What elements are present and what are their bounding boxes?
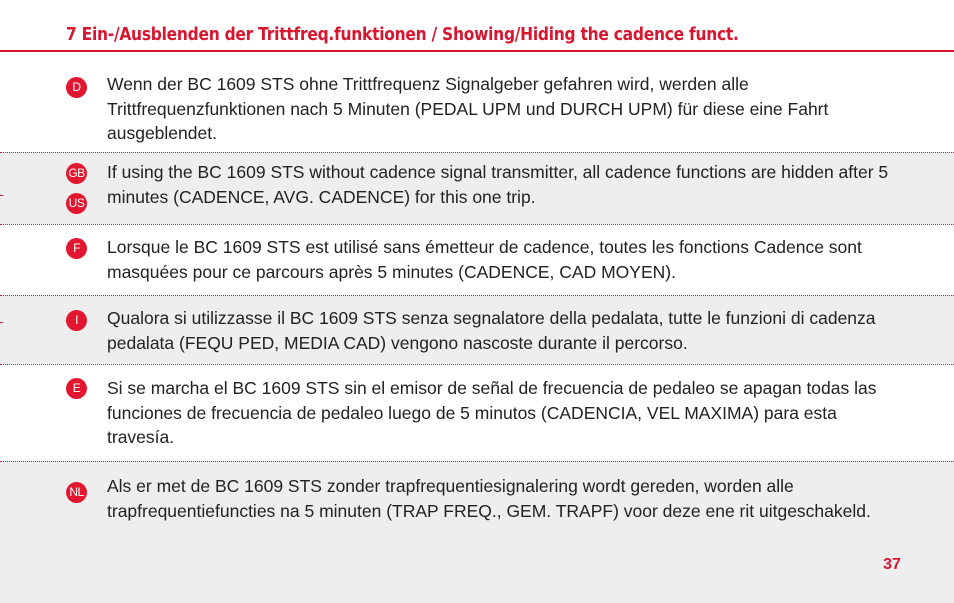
paragraph-fr: Lorsque le BC 1609 STS est utilisé sans émetteur de cadence, toutes les fonctions Cadence sont masquées pour ce parcours après 5 minutes (CADENCE, CAD MOYEN).	[107, 237, 862, 282]
margin-mark	[0, 322, 3, 323]
section-divider	[0, 364, 954, 365]
paragraph-es: Si se marcha el BC 1609 STS sin el emisor de señal de frecuencia de pedaleo se apagan todas las funciones de frecuencia de pedaleo luego de 5 minutos (CADENCIA, VEL MAXIMA) para esta travesía.	[107, 378, 877, 447]
language-badge-it: I	[66, 310, 87, 331]
language-badge-fr: F	[66, 238, 87, 259]
language-badge-us: US	[66, 193, 87, 214]
section-divider	[0, 461, 954, 462]
language-badge-nl: NL	[66, 482, 87, 503]
language-badge-gb: GB	[66, 163, 87, 184]
language-badge-es: E	[66, 378, 87, 399]
paragraph-it: Qualora si utilizzasse il BC 1609 STS senza segnalatore della pedalata, tutte le funzioni di cadenza pedalata (FEQU PED, MEDIA CAD) vengono nascoste durante il percorso.	[107, 308, 876, 353]
language-badge-de: D	[66, 77, 87, 98]
paragraph-nl: Als er met de BC 1609 STS zonder trapfrequentiesignalering wordt gereden, worden alle trapfrequentiefuncties na 5 minuten (TRAP FREQ., GEM. TRAPF) voor deze ene rit uitgeschakeld.	[107, 476, 871, 521]
section-divider	[0, 152, 954, 153]
page-title: 7 Ein-/Ausblenden der Trittfreq.funktionen / Showing/Hiding the cadence funct.	[66, 24, 739, 45]
margin-mark	[0, 195, 3, 196]
paragraph-de: Wenn der BC 1609 STS ohne Trittfrequenz Signalgeber gefahren wird, werden alle Trittfrequenzfunktionen nach 5 Minuten (PEDAL UPM und DURCH UPM) für diese eine Fahrt ausgeblendet.	[107, 74, 829, 143]
section-divider	[0, 295, 954, 296]
section-divider	[0, 224, 954, 225]
paragraph-en: If using the BC 1609 STS without cadence signal transmitter, all cadence functions are hidden after 5 minutes (CADENCE, AVG. CADENCE) for this one trip.	[107, 162, 889, 207]
page-number: 37	[883, 556, 901, 573]
